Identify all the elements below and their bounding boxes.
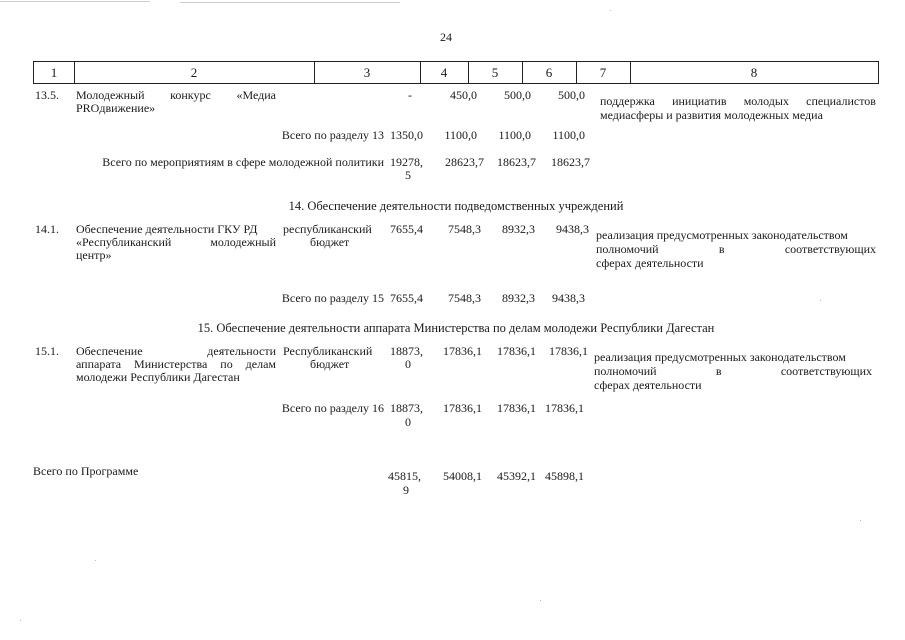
note-line2 xyxy=(596,243,876,256)
total-label: Всего по разделу 15 xyxy=(281,291,384,305)
value-col4: - xyxy=(408,88,412,102)
funding-source-line2: бюджет xyxy=(310,357,350,371)
scan-speck xyxy=(820,300,821,301)
name-word: конкурс xyxy=(170,88,211,102)
row-name-line2: PROдвижение» xyxy=(76,101,156,115)
value-col4-line2: 9 xyxy=(403,483,409,497)
value-col5: 7548,3 xyxy=(448,222,481,236)
header-col-2: 2 xyxy=(190,65,198,80)
funding-source-line2: бюджет xyxy=(310,235,350,249)
note-line3: сферах деятельности xyxy=(596,256,704,270)
value-col4: 7655,4 xyxy=(390,222,423,236)
header-col-6: 6 xyxy=(545,65,553,80)
header-col-5: 5 xyxy=(491,65,499,80)
scan-speck xyxy=(860,520,861,521)
header-col-8: 8 xyxy=(750,65,758,80)
value-col7: 9438,3 xyxy=(556,222,589,236)
row-number: 14.1. xyxy=(35,222,59,236)
value-col4-line1: 45815, xyxy=(388,469,421,483)
value-col7: 18623,7 xyxy=(551,155,590,169)
section-15-heading: 15. Обеспечение деятельности аппарата Министерства по делам молодежи Республики Дагестан xyxy=(197,321,715,335)
name-word: «Медиа xyxy=(236,88,276,102)
table-header-row xyxy=(33,61,879,84)
funding-source-line1: Республиканский xyxy=(283,344,373,358)
section-14-heading: 14. Обеспечение деятельности подведомственных учреждений xyxy=(288,199,624,213)
row-name-line3: молодежи Республики Дагестан xyxy=(76,370,240,384)
value-col7: 9438,3 xyxy=(552,291,585,305)
note-line1: реализация предусмотренных законодательством xyxy=(594,350,846,364)
value-col5: 7548,3 xyxy=(448,291,481,305)
note-line3: сферах деятельности xyxy=(594,378,702,392)
value-col6: 45392,1 xyxy=(497,469,536,483)
note-word: в xyxy=(715,364,722,378)
value-col5: 17836,1 xyxy=(443,344,482,358)
note-word: соответствующих xyxy=(780,364,872,378)
header-col-7: 7 xyxy=(599,65,607,80)
note-word: специалистов xyxy=(806,94,876,108)
value-col6: 18623,7 xyxy=(497,155,536,169)
grand-total-label: Всего по Программе xyxy=(33,464,139,478)
scan-speck xyxy=(610,10,611,11)
note-line1: реализация предусмотренных законодательством xyxy=(596,228,848,242)
scan-edge-line xyxy=(0,1,150,2)
funding-source-line1: республиканский xyxy=(283,222,372,236)
name-word: молодежный xyxy=(210,235,276,249)
row-name-line1: Обеспечение деятельности ГКУ РД xyxy=(76,222,258,236)
value-col6: 500,0 xyxy=(504,88,531,102)
header-col-4: 4 xyxy=(440,65,448,80)
note-word: в xyxy=(718,242,725,256)
header-col-3: 3 xyxy=(363,65,371,80)
header-col-1: 1 xyxy=(50,65,58,80)
name-word: аппарата xyxy=(76,357,122,371)
value-col6: 17836,1 xyxy=(497,401,536,415)
value-col5: 450,0 xyxy=(450,88,477,102)
value-col6: 8932,3 xyxy=(502,222,535,236)
name-word: Обеспечение xyxy=(76,344,143,358)
value-col4-line2: 0 xyxy=(405,357,411,371)
name-word: делам xyxy=(245,357,276,371)
value-col4-line1: 19278, xyxy=(390,155,423,169)
row-name-line3: центр» xyxy=(76,248,112,262)
value-col7: 45898,1 xyxy=(545,469,584,483)
value-col7: 17836,1 xyxy=(545,401,584,415)
value-col6: 1100,0 xyxy=(498,128,531,142)
value-col5: 1100,0 xyxy=(444,128,477,142)
value-col4: 1350,0 xyxy=(390,128,423,142)
value-col5: 28623,7 xyxy=(445,155,484,169)
name-word: деятельности xyxy=(207,344,276,358)
name-word: по xyxy=(220,357,233,371)
row-number: 13.5. xyxy=(35,88,59,102)
value-col4: 7655,4 xyxy=(390,291,423,305)
value-col4-line1: 18873, xyxy=(390,344,423,358)
name-word: «Республиканский xyxy=(76,235,172,249)
name-word: Молодежный xyxy=(76,88,145,102)
note-line2: медиасферы и развития молодежных медиа xyxy=(600,108,823,122)
scan-speck xyxy=(20,620,21,621)
value-col5: 17836,1 xyxy=(443,401,482,415)
total-label: Всего по разделу 13 xyxy=(281,128,384,142)
value-col4-line2: 0 xyxy=(405,415,411,429)
value-col6: 17836,1 xyxy=(497,344,536,358)
total-label: Всего по мероприятиям в сфере молодежной политики xyxy=(102,155,384,169)
total-label: Всего по разделу 16 xyxy=(281,401,384,415)
row-number: 15.1. xyxy=(35,344,59,358)
note-word: полномочий xyxy=(594,364,657,378)
note-line1 xyxy=(600,95,876,108)
value-col5: 54008,1 xyxy=(443,469,482,483)
note-line2 xyxy=(594,365,872,378)
value-col7: 500,0 xyxy=(558,88,585,102)
value-col4-line2: 5 xyxy=(405,168,411,182)
scan-speck xyxy=(95,560,96,561)
value-col7: 1100,0 xyxy=(552,128,585,142)
value-col6: 8932,3 xyxy=(502,291,535,305)
name-word: Министерства xyxy=(134,357,208,371)
scan-speck xyxy=(540,600,541,601)
note-word: инициатив xyxy=(672,94,727,108)
note-word: полномочий xyxy=(596,242,659,256)
note-word: соответствующих xyxy=(784,242,876,256)
page-number: 24 xyxy=(440,30,452,44)
note-word: поддержка xyxy=(600,94,655,108)
value-col7: 17836,1 xyxy=(549,344,588,358)
scan-edge-line xyxy=(180,2,400,3)
value-col4-line1: 18873, xyxy=(390,401,423,415)
note-word: молодых xyxy=(743,94,789,108)
